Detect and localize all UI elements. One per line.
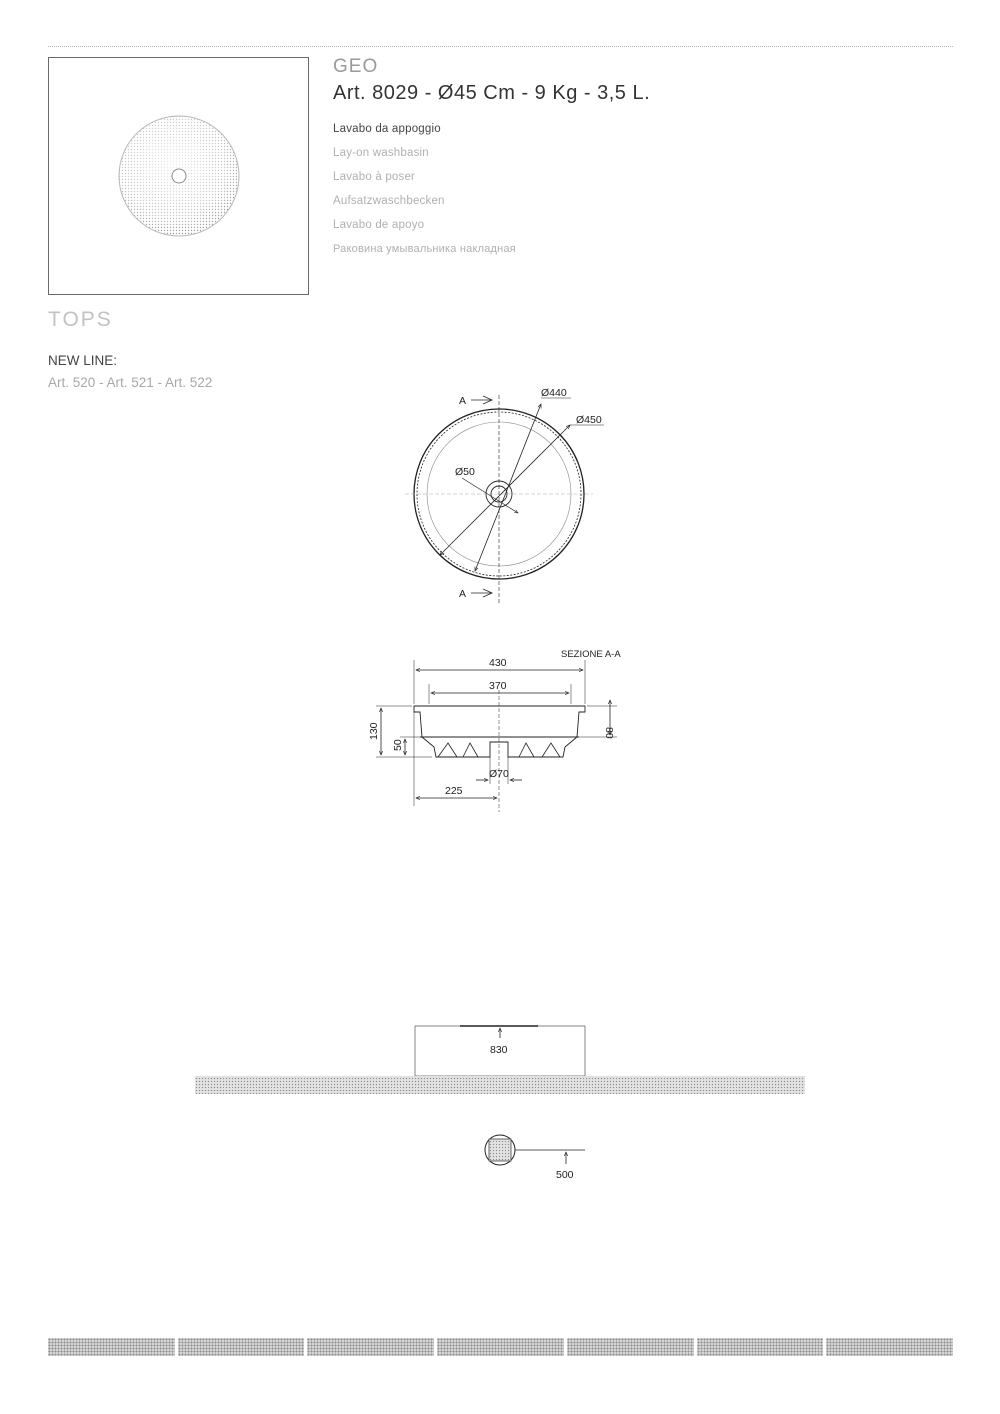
footer-segment <box>826 1338 953 1356</box>
dim-label-500: 500 <box>556 1169 574 1181</box>
dim-label-450: Ø450 <box>576 414 602 426</box>
section-marker-bottom: A <box>459 588 467 600</box>
product-name: GEO <box>333 56 379 77</box>
dim-label-50: Ø50 <box>455 466 475 478</box>
footer-segment <box>567 1338 694 1356</box>
dim-label-440: Ø440 <box>541 387 567 399</box>
description-es: Lavabo de apoyo <box>333 219 425 231</box>
footer-bar <box>48 1338 953 1356</box>
dim-label-70: Ø70 <box>489 768 509 780</box>
footer-segment <box>697 1338 824 1356</box>
section-label-tops: TOPS <box>48 308 113 331</box>
new-line-label: NEW LINE: <box>48 353 118 368</box>
basin-section-outline <box>414 706 585 757</box>
description-de: Aufsatzwaschbecken <box>333 195 445 207</box>
description-en: Lay-on washbasin <box>333 147 429 159</box>
section-title: SEZIONE A-A <box>561 649 621 660</box>
dim-label-370: 370 <box>489 680 507 692</box>
description-fr: Lavabo à poser <box>333 171 416 183</box>
dim-label-225: 225 <box>445 785 463 797</box>
footer-segment <box>437 1338 564 1356</box>
dim-label-830: 830 <box>490 1044 508 1056</box>
description-it: Lavabo da appoggio <box>333 123 441 135</box>
description-ru: Раковина умывальника накладная <box>333 243 516 255</box>
footer-segment <box>178 1338 305 1356</box>
drain-detail-drawing <box>485 1135 585 1165</box>
dim-label-130: 130 <box>368 722 380 740</box>
footer-segment <box>48 1338 175 1356</box>
dim-label-430: 430 <box>489 657 507 669</box>
floor-hatch <box>195 1076 805 1094</box>
drain-grate <box>489 1139 511 1161</box>
new-line-articles: Art. 520 - Art. 521 - Art. 522 <box>48 375 213 390</box>
section-marker-top: A <box>459 395 467 407</box>
footer-segment <box>307 1338 434 1356</box>
dim-label-50-section: 50 <box>392 739 404 751</box>
dim-450-line <box>440 425 570 555</box>
plan-view-drawing <box>405 395 604 604</box>
product-title: Art. 8029 - Ø45 Cm - 9 Kg - 3,5 L. <box>333 82 651 104</box>
dim-label-80: 80 <box>603 727 615 739</box>
